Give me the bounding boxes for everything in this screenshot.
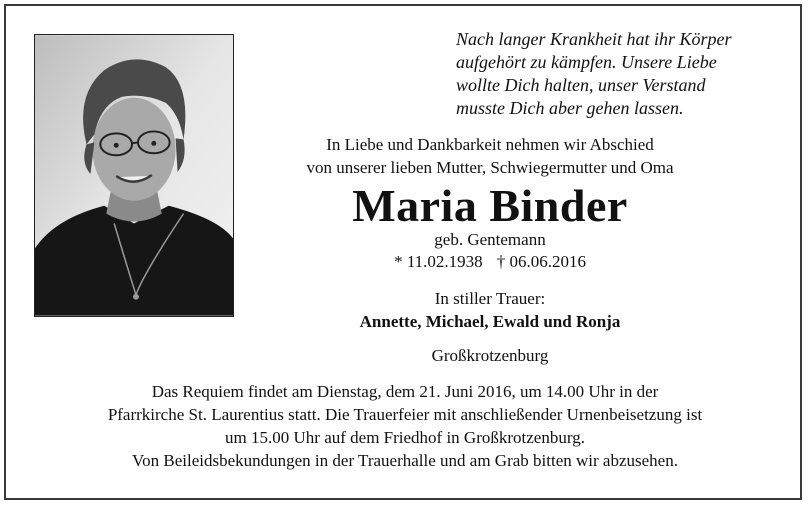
service-line: Von Beileidsbekundungen in der Trauerhalle und am Grab bitten wir abzusehen. — [132, 451, 678, 470]
poem — [456, 28, 796, 120]
service-line: Pfarrkirche St. Laurentius statt. Die Trauerfeier mit anschließender Urnenbeisetzung ist — [107, 405, 703, 424]
poem-line: musste Dich aber gehen lassen. — [456, 98, 684, 118]
poem-line: aufgehört zu kämpfen. Unsere Liebe — [456, 52, 717, 72]
poem-line: wollte Dich halten, unser Verstand — [456, 75, 706, 95]
intro-line-1: In Liebe und Dankbarkeit nehmen wir Abschied — [326, 135, 654, 154]
death-date: † 06.06.2016 — [496, 252, 586, 271]
mourning-heading: In stiller Trauer: — [434, 289, 546, 308]
poem-line: Nach langer Krankheit hat ihr Körper — [456, 29, 732, 49]
service-line: Das Requiem findet am Dienstag, dem 21. Juni 2016, um 14.00 Uhr in der — [151, 382, 659, 401]
deceased-name: Maria Binder — [352, 180, 628, 231]
mourner-names: Annette, Michael, Ewald und Ronja — [359, 312, 621, 331]
place-name: Großkrotzenburg — [431, 346, 549, 365]
service-line: um 15.00 Uhr auf dem Friedhof in Großkrotzenburg. — [225, 428, 585, 447]
birth-date: * 11.02.1938 — [394, 252, 483, 271]
portrait-photo — [34, 34, 234, 317]
service-details — [20, 380, 790, 472]
intro-line-2: von unserer lieben Mutter, Schwiegermutter und Oma — [306, 158, 674, 177]
life-dates — [250, 251, 730, 273]
maiden-name: geb. Gentemann — [434, 230, 546, 249]
intro-text — [250, 133, 730, 179]
